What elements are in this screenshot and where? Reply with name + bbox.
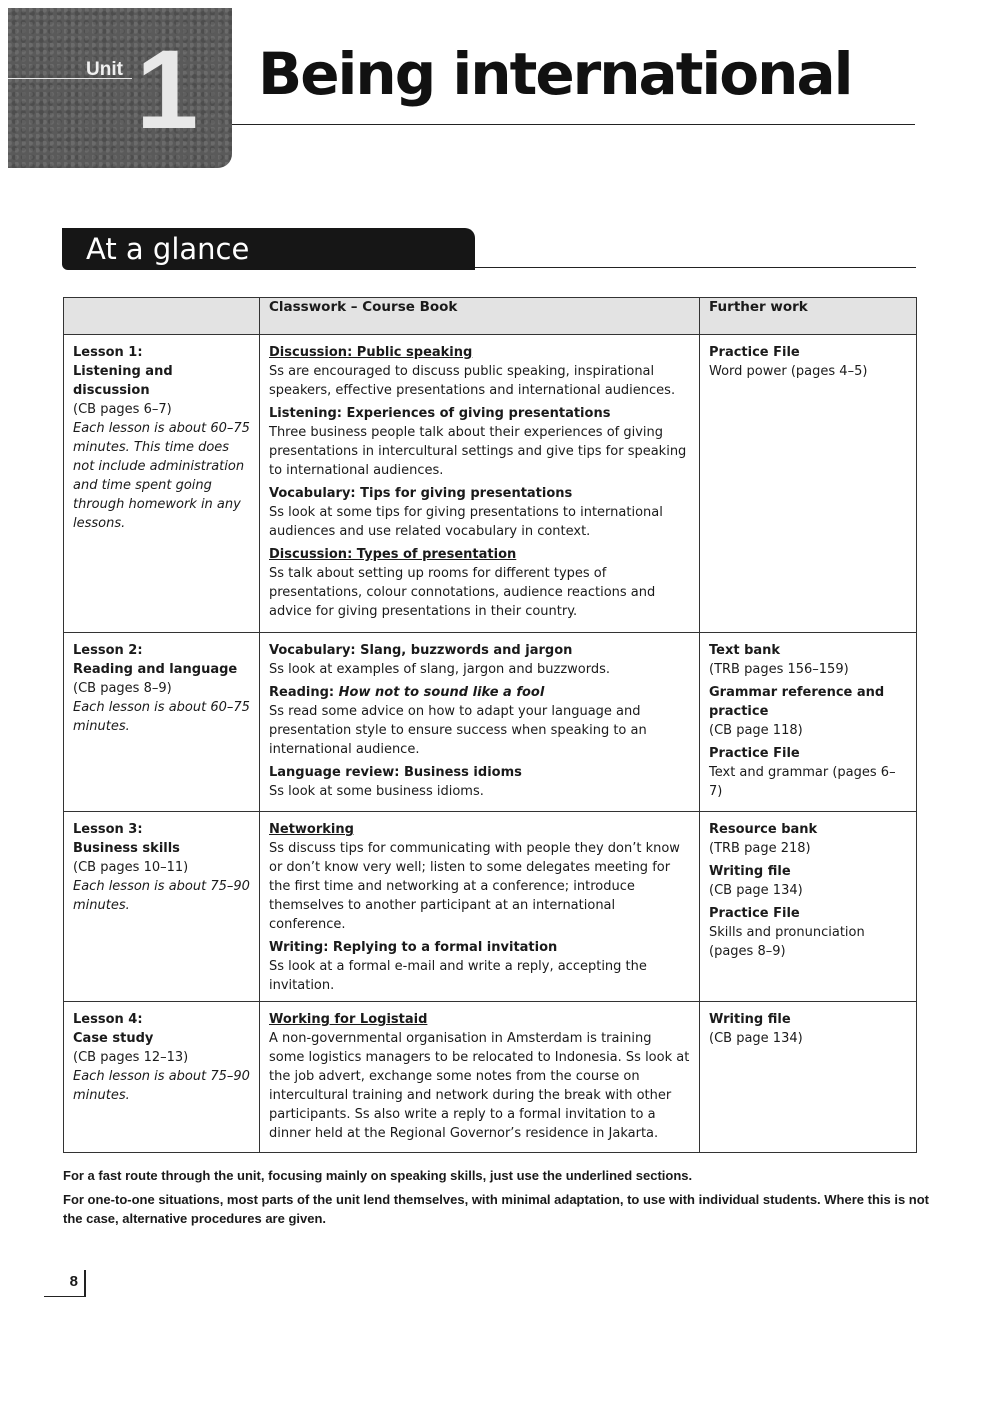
- classwork-section: [269, 820, 690, 934]
- section-text: Ss look at some business idioms.: [269, 784, 484, 799]
- section-heading-underlined: Working for Logistaid: [269, 1012, 428, 1027]
- unit-number: 1: [136, 27, 199, 152]
- lesson-title: Reading and language: [73, 662, 238, 677]
- lesson-pages: (CB pages 10–11): [73, 860, 189, 875]
- section-heading: Vocabulary: Tips for giving presentations: [269, 486, 573, 501]
- table-header-row: [64, 298, 917, 335]
- further-work-text: (CB page 118): [709, 723, 803, 738]
- further-work-cell: [700, 633, 917, 812]
- further-work-heading: Grammar reference and practice: [709, 685, 885, 719]
- further-work-heading: Practice File: [709, 345, 800, 360]
- further-work-heading: Writing file: [709, 864, 791, 879]
- classwork-section: [269, 938, 690, 995]
- section-text: Three business people talk about their experiences of giving presentations in intercultural settings and give tips for speaking to international audiences.: [269, 425, 687, 478]
- page-title: Being international: [258, 40, 852, 108]
- further-work-text: (CB page 134): [709, 1031, 803, 1046]
- column-header-further-work: Further work: [700, 298, 917, 335]
- further-work-text: (TRB pages 156–159): [709, 662, 849, 677]
- further-work-item: [709, 1010, 907, 1048]
- section-heading-underlined: Networking: [269, 822, 354, 837]
- further-work-text: Text and grammar (pages 6–7): [709, 765, 896, 799]
- lesson-number: Lesson 2:: [73, 643, 143, 658]
- lesson-cell: [64, 633, 260, 812]
- page-number-marker: [44, 1270, 86, 1297]
- further-work-text: (CB page 134): [709, 883, 803, 898]
- section-text: A non-governmental organisation in Amsterdam is training some logistics managers to be relocated to Indonesia. Ss look at the job advert, exchange some notes from the course on intercultural training and network during the break with other participants. Ss also write a reply to a formal invitation to a dinner held at the Regional Governor’s residence in Jakarta.: [269, 1031, 690, 1141]
- section-text: Ss look at a formal e-mail and write a reply, accepting the invitation.: [269, 959, 647, 993]
- further-work-item: [709, 343, 907, 381]
- further-work-heading: Resource bank: [709, 822, 818, 837]
- footnote-one-to-one: For one-to-one situations, most parts of the unit lend themselves, with minimal adaptation, to use with individual students. Where this is not the case, alternative procedures are given.: [63, 1192, 930, 1226]
- section-text: Ss read some advice on how to adapt your language and presentation style to ensure success when speaking to an international audience.: [269, 704, 647, 757]
- further-work-item: [709, 820, 907, 858]
- further-work-item: [709, 683, 907, 740]
- lesson-title: Listening and discussion: [73, 364, 173, 398]
- lesson-cell: [64, 335, 260, 633]
- further-work-item: [709, 862, 907, 900]
- section-text: Ss talk about setting up rooms for different types of presentations, colour connotations, audience reactions and advice for giving presentations in their country.: [269, 566, 656, 619]
- classwork-cell: [260, 633, 700, 812]
- lesson-cell: [64, 812, 260, 1002]
- lesson-title: Business skills: [73, 841, 180, 856]
- section-heading-underlined: Discussion: Public speaking: [269, 345, 473, 360]
- section-heading-title: How not to sound like a fool: [338, 685, 545, 700]
- footnote-fast-route: For a fast route through the unit, focusing mainly on speaking skills, just use the underlined sections.: [63, 1168, 693, 1183]
- classwork-section: [269, 343, 690, 400]
- section-text: Ss look at some tips for giving presentations to international audiences and use related vocabulary in context.: [269, 505, 663, 539]
- further-work-item: [709, 904, 907, 961]
- page-number: 8: [69, 1273, 78, 1290]
- lesson-note: Each lesson is about 75–90 minutes.: [73, 1069, 250, 1103]
- further-work-heading: Text bank: [709, 643, 781, 658]
- footnotes: [63, 1166, 933, 1233]
- further-work-cell: [700, 335, 917, 633]
- section-heading-underlined: Discussion: Types of presentation: [269, 547, 517, 562]
- classwork-section: [269, 641, 690, 679]
- further-work-text: (TRB page 218): [709, 841, 811, 856]
- section-heading: Listening: Experiences of giving presentations: [269, 406, 611, 421]
- unit-badge: [8, 8, 232, 168]
- further-work-text: Word power (pages 4–5): [709, 364, 868, 379]
- section-heading: [269, 683, 690, 702]
- lesson-pages: (CB pages 6–7): [73, 402, 172, 417]
- lesson-pages: (CB pages 12–13): [73, 1050, 189, 1065]
- section-heading: Language review: Business idioms: [269, 765, 522, 780]
- column-header-lesson: [64, 298, 260, 335]
- lesson-note: Each lesson is about 75–90 minutes.: [73, 879, 250, 913]
- section-text: Ss look at examples of slang, jargon and buzzwords.: [269, 662, 611, 677]
- table-row: [64, 1002, 917, 1153]
- title-rule: [232, 124, 915, 125]
- lesson-note: Each lesson is about 60–75 minutes.: [73, 700, 250, 734]
- classwork-section: [269, 404, 690, 480]
- lesson-cell: [64, 1002, 260, 1153]
- classwork-section: [269, 545, 690, 621]
- section-text: Ss discuss tips for communicating with people they don’t know or don’t know very well; listen to some delegates meeting for the first time and networking at a conference; introduce themselves to another participant at an international conference.: [269, 841, 680, 932]
- section-heading: Writing: Replying to a formal invitation: [269, 940, 558, 955]
- section-heading: At a glance: [86, 232, 250, 266]
- classwork-cell: [260, 335, 700, 633]
- further-work-text: Skills and pronunciation (pages 8–9): [709, 925, 865, 959]
- section-text: Ss are encouraged to discuss public speaking, inspirational speakers, effective presentations and international audiences.: [269, 364, 676, 398]
- further-work-cell: [700, 812, 917, 1002]
- lesson-number: Lesson 3:: [73, 822, 143, 837]
- lesson-pages: (CB pages 8–9): [73, 681, 172, 696]
- classwork-section: [269, 683, 690, 759]
- section-heading-rule: [475, 267, 916, 268]
- table-row: [64, 335, 917, 633]
- further-work-cell: [700, 1002, 917, 1153]
- table-row: [64, 633, 917, 812]
- classwork-cell: [260, 1002, 700, 1153]
- classwork-section: [269, 763, 690, 801]
- further-work-item: [709, 744, 907, 801]
- unit-label: Unit: [86, 59, 123, 80]
- section-heading-prefix: Reading:: [269, 685, 335, 700]
- lesson-number: Lesson 4:: [73, 1012, 143, 1027]
- classwork-section: [269, 1010, 690, 1143]
- at-a-glance-table: [63, 297, 917, 1153]
- lesson-note: Each lesson is about 60–75 minutes. This time does not include administration and time spent going through homework in any lessons.: [73, 421, 250, 531]
- section-heading: Vocabulary: Slang, buzzwords and jargon: [269, 643, 573, 658]
- lesson-number: Lesson 1:: [73, 345, 143, 360]
- table-row: [64, 812, 917, 1002]
- classwork-cell: [260, 812, 700, 1002]
- further-work-item: [709, 641, 907, 679]
- further-work-heading: Practice File: [709, 746, 800, 761]
- classwork-section: [269, 484, 690, 541]
- lesson-title: Case study: [73, 1031, 154, 1046]
- further-work-heading: Writing file: [709, 1012, 791, 1027]
- further-work-heading: Practice File: [709, 906, 800, 921]
- column-header-classwork: Classwork – Course Book: [260, 298, 700, 335]
